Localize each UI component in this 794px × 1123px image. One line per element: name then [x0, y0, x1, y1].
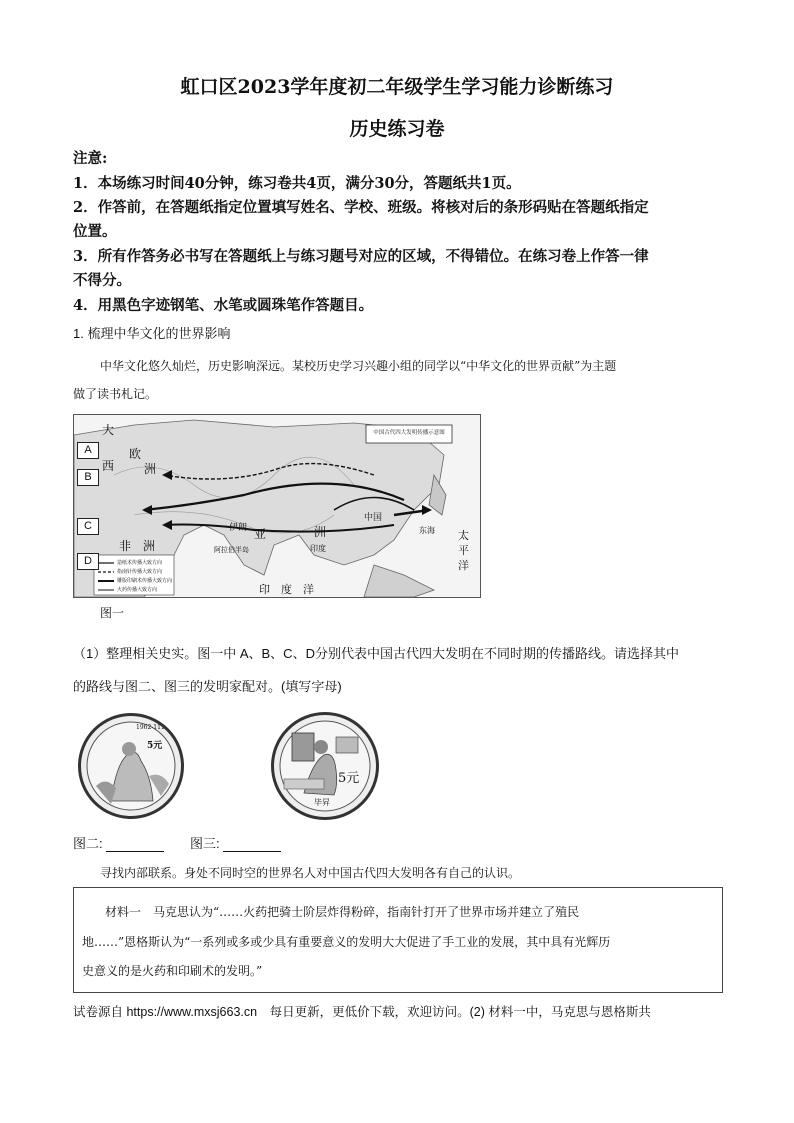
figure-two-blank[interactable]	[106, 839, 164, 852]
map-place-label: 欧	[129, 447, 142, 461]
legend-item: 雕版印刷术传播大致方向	[117, 578, 173, 584]
question-heading: 1. 梳理中华文化的世界影响	[73, 326, 231, 341]
material-text: 地……”恩格斯认为“一系列或多或少具有重要意义的发明大大促进了手工业的发展，其中具有光辉历	[82, 935, 611, 949]
map-place-label: 非 洲	[119, 539, 156, 553]
figure-two-label: 图二:	[73, 836, 103, 851]
note-item: 2．作答前，在答题纸指定位置填写姓名、学校、班级。将核对后的条形码贴在答题纸指定	[73, 199, 649, 216]
coin-name: 毕昇	[314, 798, 330, 807]
figure-two-answer	[73, 833, 164, 852]
map-place-label: 洲	[144, 462, 157, 476]
page-title: 虹口区2023学年度初二年级学生学习能力诊断练习	[180, 76, 614, 98]
map-place-label: 中国	[364, 513, 383, 523]
figure-three-answer	[190, 833, 281, 852]
note-item: 3．所有作答务必书写在答题纸上与练习题号对应的区域，不得错位。在练习卷上作答一律	[73, 248, 649, 265]
coin-figure-three	[271, 712, 379, 820]
map-place-label: 洋	[458, 559, 469, 572]
propagation-map	[73, 414, 481, 598]
material-text: 史意义的是火药和印刷术的发明。”	[82, 964, 263, 978]
page-subtitle: 历史练习卷	[349, 118, 445, 140]
material-text: 材料一 马克思认为“……火药把骑士阶层炸得粉碎，指南针打开了世界市场并建立了殖民	[105, 905, 580, 919]
question-intro: 中华文化悠久灿烂，历史影响深远。某校历史学习兴趣小组的同学以“中华文化的世界贡献”为主题	[100, 359, 617, 373]
subquestion-text: 的路线与图二、图三的发明家配对。(填写字母)	[73, 679, 342, 694]
map-place-label: 伊朗	[229, 523, 248, 533]
map-place-label: 东海	[419, 526, 435, 535]
source-footer: 试卷源自 https://www.mxsj663.cn 每日更新，更低价下载，欢迎访问。(2) 材料一中，马克思与恩格斯共	[73, 1005, 651, 1019]
map-place-label: 阿拉伯半岛	[214, 546, 249, 554]
coin-value: 5元	[147, 741, 163, 751]
map-place-label: 亚	[254, 527, 267, 541]
material-intro: 寻找内部联系。身处不同时空的世界名人对中国古代四大发明各有自己的认识。	[100, 866, 521, 880]
figure-three-label: 图三:	[190, 836, 220, 851]
notes-heading: 注意:	[73, 150, 108, 167]
coin-value: 5元	[338, 771, 360, 786]
map-place-label: 印度	[310, 544, 326, 553]
route-label-c: C	[77, 518, 99, 535]
note-item: 位置。	[73, 223, 117, 240]
map-place-label: 平	[458, 544, 469, 557]
route-label-a: A	[77, 442, 99, 459]
note-item: 4．用黑色字迹钢笔、水笔或圆珠笔作答题目。	[73, 297, 374, 314]
note-item: 不得分。	[73, 272, 131, 289]
subquestion-text: （1）整理相关史实。图一中 A、B、C、D分别代表中国古代四大发明在不同时期的传播路线。请选择其中	[73, 646, 679, 661]
legend-item: 指南针传播大致方向	[117, 569, 163, 575]
map-place-label: 印 度 洋	[259, 583, 314, 596]
map-place-label: 西	[102, 459, 115, 473]
legend-item: 火药传播大致方向	[117, 587, 158, 593]
map-legend	[117, 559, 172, 595]
coin-figure-two	[78, 713, 184, 819]
map-place-label: 洲	[314, 525, 327, 539]
map-legend-title: 中国古代四大发明传播示意图	[373, 430, 445, 436]
map-place-label: 太	[458, 529, 469, 542]
route-label-b: B	[77, 469, 99, 486]
figure-three-blank[interactable]	[223, 839, 281, 852]
figure-caption: 图一	[100, 606, 125, 620]
map-place-label: 大	[102, 423, 115, 437]
route-label-d: D	[77, 553, 99, 570]
legend-item: 造纸术传播大致方向	[117, 560, 163, 566]
question-intro: 做了读书札记。	[73, 387, 158, 401]
note-item: 1．本场练习时间40分钟，练习卷共4页，满分30分，答题纸共1页。	[73, 175, 521, 192]
coin-years: 1962-1115	[136, 724, 169, 731]
